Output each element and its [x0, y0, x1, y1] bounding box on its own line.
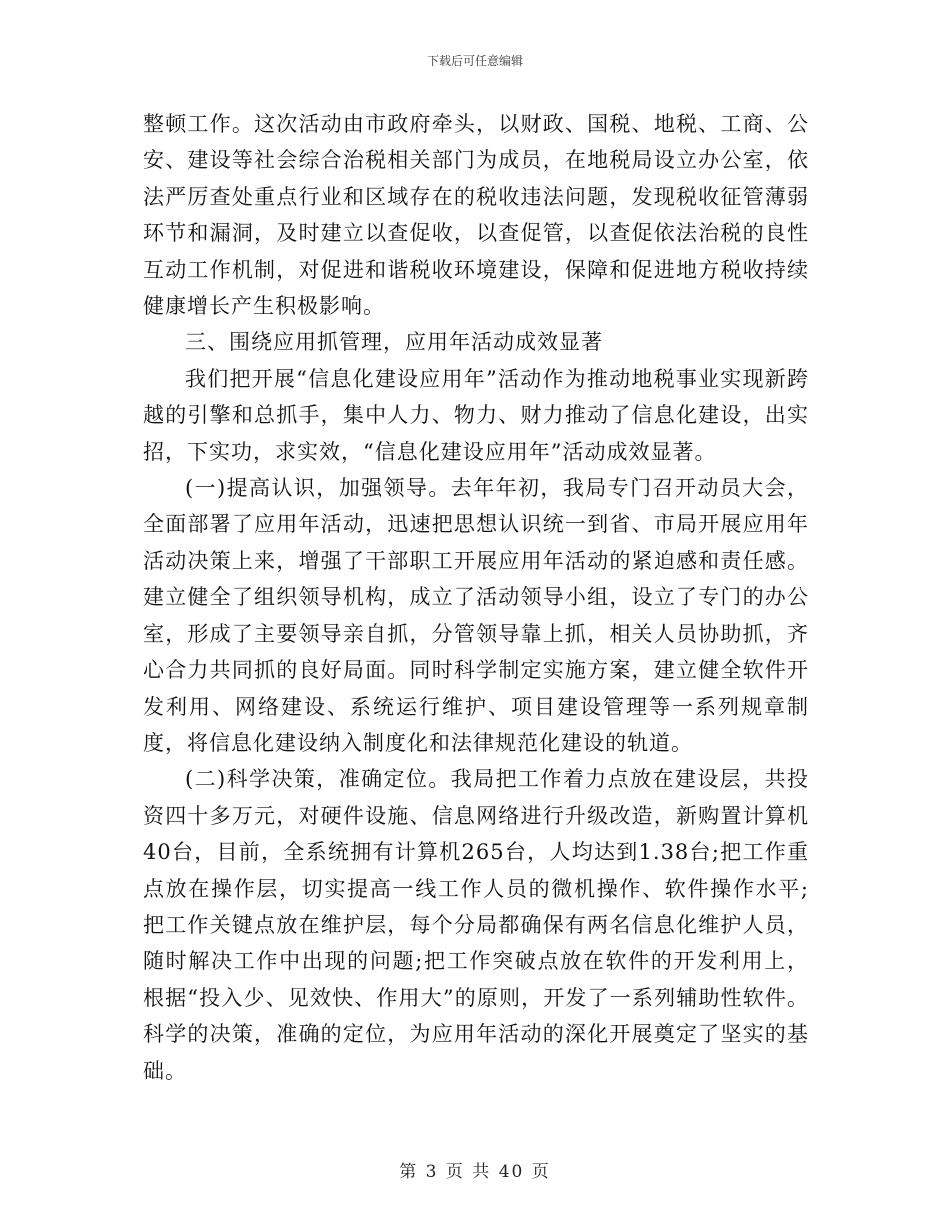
page-number-footer: 第 3 页 共 40 页 — [399, 1162, 551, 1182]
paragraph-continuation: 整顿工作。这次活动由市政府牵头，以财政、国税、地税、工商、公安、建设等社会综合治税相关部门为成员，在地税局设立办公室，依法严厉查处重点行业和区域存在的税收违法问题，发现税收征管薄弱环节和漏洞，及时建立以查促收，以查促管，以查促依法治税的良性互动工作机制，对促进和谐税收环境建设，保障和促进地方税收持续健康增长产生积极影响。 — [143, 112, 809, 319]
document-body — [143, 106, 809, 1089]
paragraph-item-one: (一)提高认识，加强领导。去年年初，我局专门召开动员大会，全面部署了应用年活动，迅速把思想认识统一到省、市局开展应用年活动决策上来，增强了干部职工开展应用年活动的紧迫感和责任感。建立健全了组织领导机构，成立了活动领导小组，设立了专门的办公室，形成了主要领导亲自抓，分管领导靠上抓，相关人员协助抓，齐心合力共同抓的良好局面。同时科学制定实施方案，建立健全软件开发利用、网络建设、系统运行维护、项目建设管理等一系列规章制度，将信息化建设纳入制度化和法律规范化建设的轨道。 — [143, 476, 809, 755]
page-header-note: 下载后可任意编辑 — [426, 54, 523, 68]
paragraph-item-two: (二)科学决策，准确定位。我局把工作着力点放在建设层，共投资四十多万元，对硬件设施、信息网络进行升级改造，新购置计算机40台，目前，全系统拥有计算机265台，人均达到1.38台;把工作重点放在操作层，切实提高一线工作人员的微机操作、软件操作水平;把工作关键点放在维护层，每个分局都确保有两名信息化维护人员，随时解决工作中出现的问题;把工作突破点放在软件的开发利用上，根据“投入少、见效快、作用大”的原则，开发了一系列辅助性软件。科学的决策，准确的定位，为应用年活动的深化开展奠定了坚实的基础。 — [143, 767, 809, 1083]
paragraph-application-year: 我们把开展“信息化建设应用年”活动作为推动地税事业实现新跨越的引擎和总抓手，集中人力、物力、财力推动了信息化建设，出实招，下实功，求实效，“信息化建设应用年”活动成效显著。 — [143, 366, 809, 464]
section-heading-three: 三、围绕应用抓管理，应用年活动成效显著 — [185, 330, 603, 355]
